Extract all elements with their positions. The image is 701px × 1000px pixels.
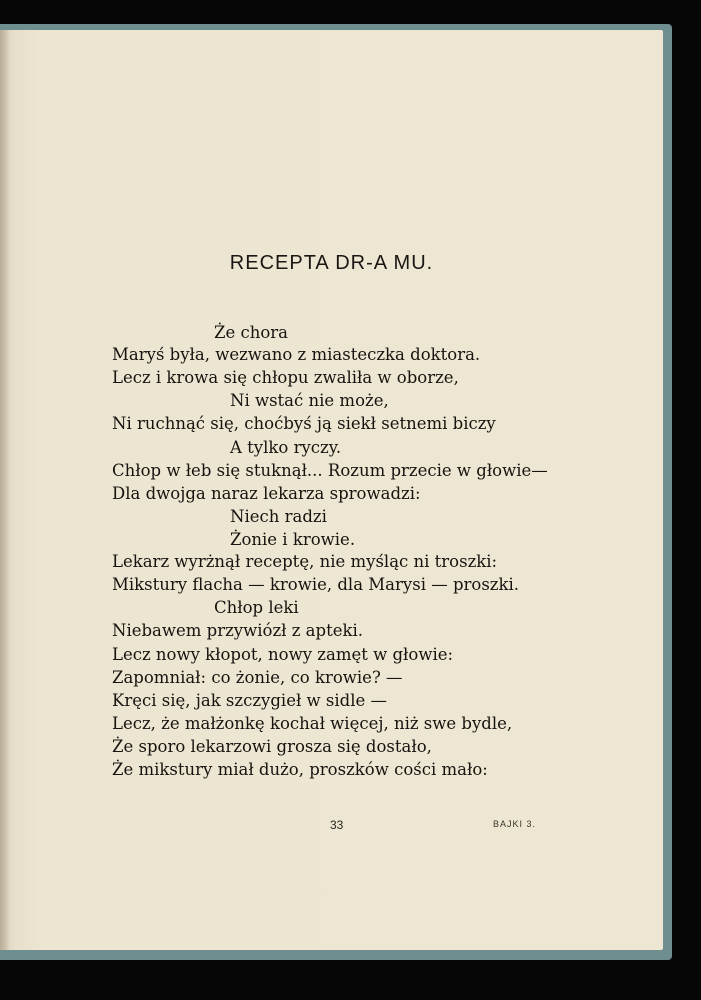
poem-line: Lekarz wyrżnął receptę, nie myśląc ni troszki: [112, 552, 498, 571]
poem-line: Chłop w łeb się stuknął... Rozum przecie w głowie— [112, 461, 548, 480]
signature-mark: BAJKI 3. [493, 819, 537, 829]
poem-line: Mikstury flacha — krowie, dla Marysi — proszki. [112, 575, 520, 594]
poem-line: Kręci się, jak szczygieł w sidle — [112, 691, 388, 710]
gutter-shadow [0, 30, 10, 950]
poem-line: Zapomniał: co żonie, co krowie? — [112, 668, 403, 687]
poem-title: RECEPTA DR-A MU. [229, 252, 434, 274]
poem-line: Że sporo lekarzowi grosza się dostało, [112, 737, 432, 756]
poem-line: A tylko ryczy. [230, 438, 342, 457]
poem-line: Ni ruchnąć się, choćbyś ją siekł setnemi biczy [112, 414, 496, 433]
poem-line: Niebawem przywiózł z apteki. [112, 621, 363, 640]
poem-line: Że mikstury miał dużo, proszków cości mało: [112, 760, 488, 779]
poem-line: Niech radzi [230, 507, 327, 526]
poem-line: Chłop leki [214, 598, 299, 617]
poem-line: Żonie i krowie. [230, 530, 356, 549]
poem-line: Ni wstać nie może, [230, 391, 389, 410]
poem-line: Lecz nowy kłopot, nowy zamęt w głowie: [112, 645, 454, 664]
poem-line: Maryś była, wezwano z miasteczka doktora. [112, 345, 481, 364]
poem-line: Lecz i krowa się chłopu zwaliła w oborze, [112, 368, 459, 387]
page-number: 33 [330, 818, 344, 832]
poem-line: Lecz, że małżonkę kochał więcej, niż swe bydle, [112, 714, 513, 733]
poem-line: Dla dwojga naraz lekarza sprowadzi: [112, 484, 421, 503]
poem-line: Że chora [214, 323, 289, 342]
